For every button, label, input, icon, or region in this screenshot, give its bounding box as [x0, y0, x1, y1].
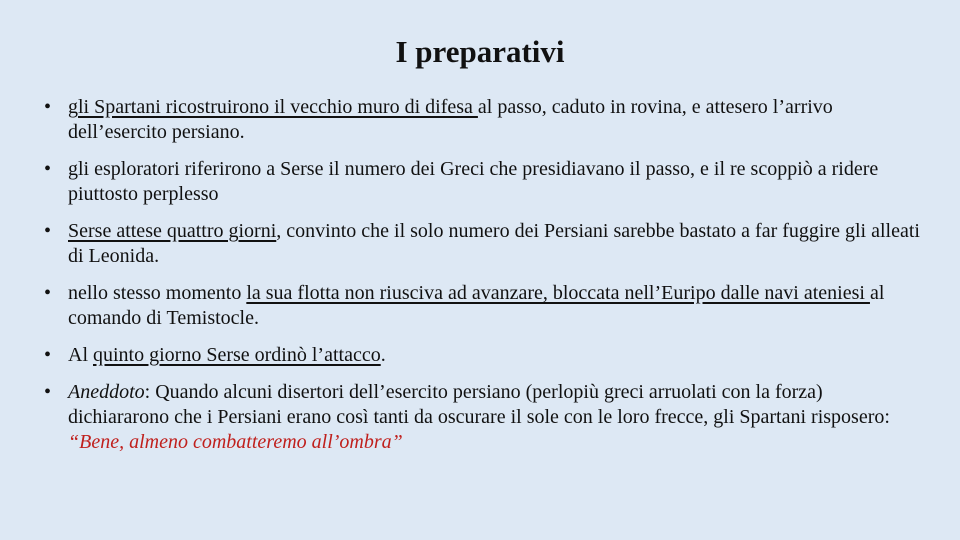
- underlined-text: gli Spartani ricostruirono il vecchio muro di difesa: [68, 96, 478, 118]
- bullet-item-muro: [44, 95, 924, 145]
- spartan-quote: “Bene, almeno combatteremo all’ombra”: [68, 431, 403, 453]
- bullet-text: al comando di Temistocle.: [68, 282, 885, 329]
- bullet-item-quattro-giorni: [44, 219, 924, 269]
- underlined-text: Serse attese quattro giorni: [68, 220, 277, 242]
- underlined-text: quinto giorno Serse ordinò l’attacco: [93, 344, 381, 366]
- bullet-text: Al: [68, 344, 93, 366]
- anecdote-label: Aneddoto: [68, 381, 145, 403]
- underlined-text: la sua flotta non riusciva ad avanzare, bloccata nell’Euripo dalle navi ateniesi: [246, 282, 870, 304]
- bullet-text: nello stesso momento: [68, 282, 247, 304]
- bullet-text: .: [380, 344, 386, 366]
- bullet-item-quinto-giorno: [44, 343, 924, 368]
- bullet-text: al passo, caduto in rovina, e attesero l’arrivo dell’esercito persiano.: [68, 96, 833, 143]
- slide-title: I preparativi: [395, 34, 565, 69]
- bullet-text: : Quando alcuni disertori dell’esercito persiano (perlopiù greci arruolati con la forza) dichiararono che i Persiani erano così tanti da oscurare il sole con le loro frecce, gli Spartani risposero:: [68, 381, 890, 428]
- bullet-text: gli esploratori riferirono a Serse il numero dei Greci che presidiavano il passo, e il re scoppiò a ridere piuttosto perplesso: [68, 158, 879, 205]
- bullet-item-flotta: [44, 281, 924, 331]
- bullet-item-esploratori: [44, 157, 924, 207]
- bullet-list: [44, 95, 924, 467]
- bullet-text: , convinto che il solo numero dei Persiani sarebbe bastato a far fuggire gli alleati di Leonida.: [68, 220, 920, 267]
- bullet-item-aneddoto: [44, 380, 924, 455]
